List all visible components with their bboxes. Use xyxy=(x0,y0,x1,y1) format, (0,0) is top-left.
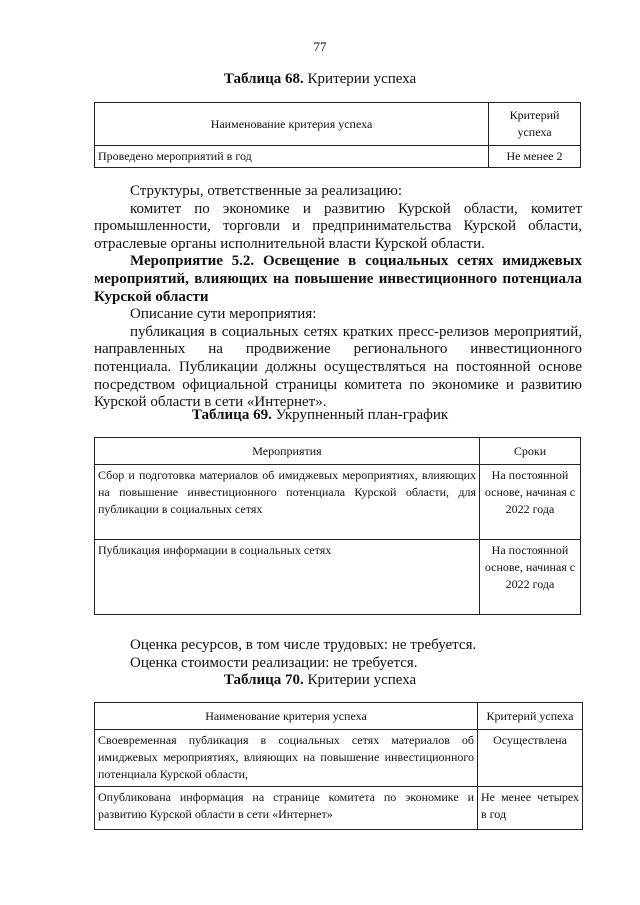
text-block-assessment xyxy=(94,637,582,672)
table-68-caption-title: Критерии успеха xyxy=(307,71,417,87)
table-70-caption-number: Таблица 70. xyxy=(223,672,304,688)
table-row xyxy=(95,787,583,830)
table-68-caption xyxy=(0,70,640,88)
table-header-cell: Критерий успеха xyxy=(478,703,583,730)
table-row xyxy=(95,146,581,168)
table-70-caption-title: Критерии успеха xyxy=(307,672,417,688)
table-cell: Сбор и подготовка материалов об имиджевых мероприятиях, влияющих на повышение инвестиционного потенциала Курской области, для публикации в социальных сетях xyxy=(95,465,480,540)
table-header-cell: Наименование критерия успеха xyxy=(95,103,489,146)
table-cell: Не менее 2 xyxy=(489,146,581,168)
responsible-text: комитет по экономике и развитию Курской области, комитет промышленности, торговли и предпринимательства Курской области, отраслевые органы исполнительной власти Курской области. xyxy=(94,200,582,252)
table-cell: Не менее четырех в год xyxy=(478,787,583,830)
table-69-caption-title: Укрупненный план-график xyxy=(275,407,449,423)
table-cell: Осуществлена xyxy=(478,730,583,787)
table-header-cell: Сроки xyxy=(480,438,581,465)
table-row xyxy=(95,730,583,787)
table-69-caption-number: Таблица 69. xyxy=(191,407,272,423)
table-cell: Опубликована информация на странице комитета по экономике и развитию Курской области в сети «Интернет» xyxy=(95,787,478,830)
table-70-caption xyxy=(0,671,640,689)
table-69-caption xyxy=(0,406,640,424)
table-row xyxy=(95,540,581,615)
responsible-heading: Структуры, ответственные за реализацию: xyxy=(130,183,403,199)
table-cell: На постоянной основе, начиная с 2022 года xyxy=(480,540,581,615)
table-cell: Своевременная публикация в социальных сетях материалов об имиджевых мероприятиях, влияющих на повышение инвестиционного потенциала Курской области, xyxy=(95,730,478,787)
table-cell: На постоянной основе, начиная с 2022 года xyxy=(480,465,581,540)
table-row xyxy=(95,465,581,540)
table-header-row xyxy=(95,438,581,465)
table-cell: Проведено мероприятий в год xyxy=(95,146,489,168)
table-68 xyxy=(94,102,581,168)
table-68-caption-number: Таблица 68. xyxy=(223,71,304,87)
text-block-responsible xyxy=(94,183,582,412)
description-text: публикация в социальных сетях кратких пресс-релизов мероприятий, направленных на продвижение регионального инвестиционного потенциала. Публикации должны осуществляться на постоянной основе посредством официальной страницы комитета по экономике и развитию Курской области в сети «Интернет». xyxy=(94,323,582,411)
page-number: 77 xyxy=(313,39,327,54)
resources-assessment: Оценка ресурсов, в том числе трудовых: не требуется. xyxy=(130,637,477,653)
event-title: Мероприятие 5.2. Освещение в социальных сетях имиджевых мероприятий, влияющих на повышение инвестиционного потенциала Курской области xyxy=(94,253,582,305)
table-header-row xyxy=(95,103,581,146)
table-cell: Публикация информации в социальных сетях xyxy=(95,540,480,615)
table-70 xyxy=(94,702,583,830)
table-header-cell: Наименование критерия успеха xyxy=(95,703,478,730)
table-69 xyxy=(94,437,581,615)
table-header-cell: Критерий успеха xyxy=(489,103,581,146)
description-heading: Описание сути мероприятия: xyxy=(130,306,317,323)
table-header-row xyxy=(95,703,583,730)
table-header-cell: Мероприятия xyxy=(95,438,480,465)
cost-assessment: Оценка стоимости реализации: не требуется. xyxy=(130,654,418,671)
